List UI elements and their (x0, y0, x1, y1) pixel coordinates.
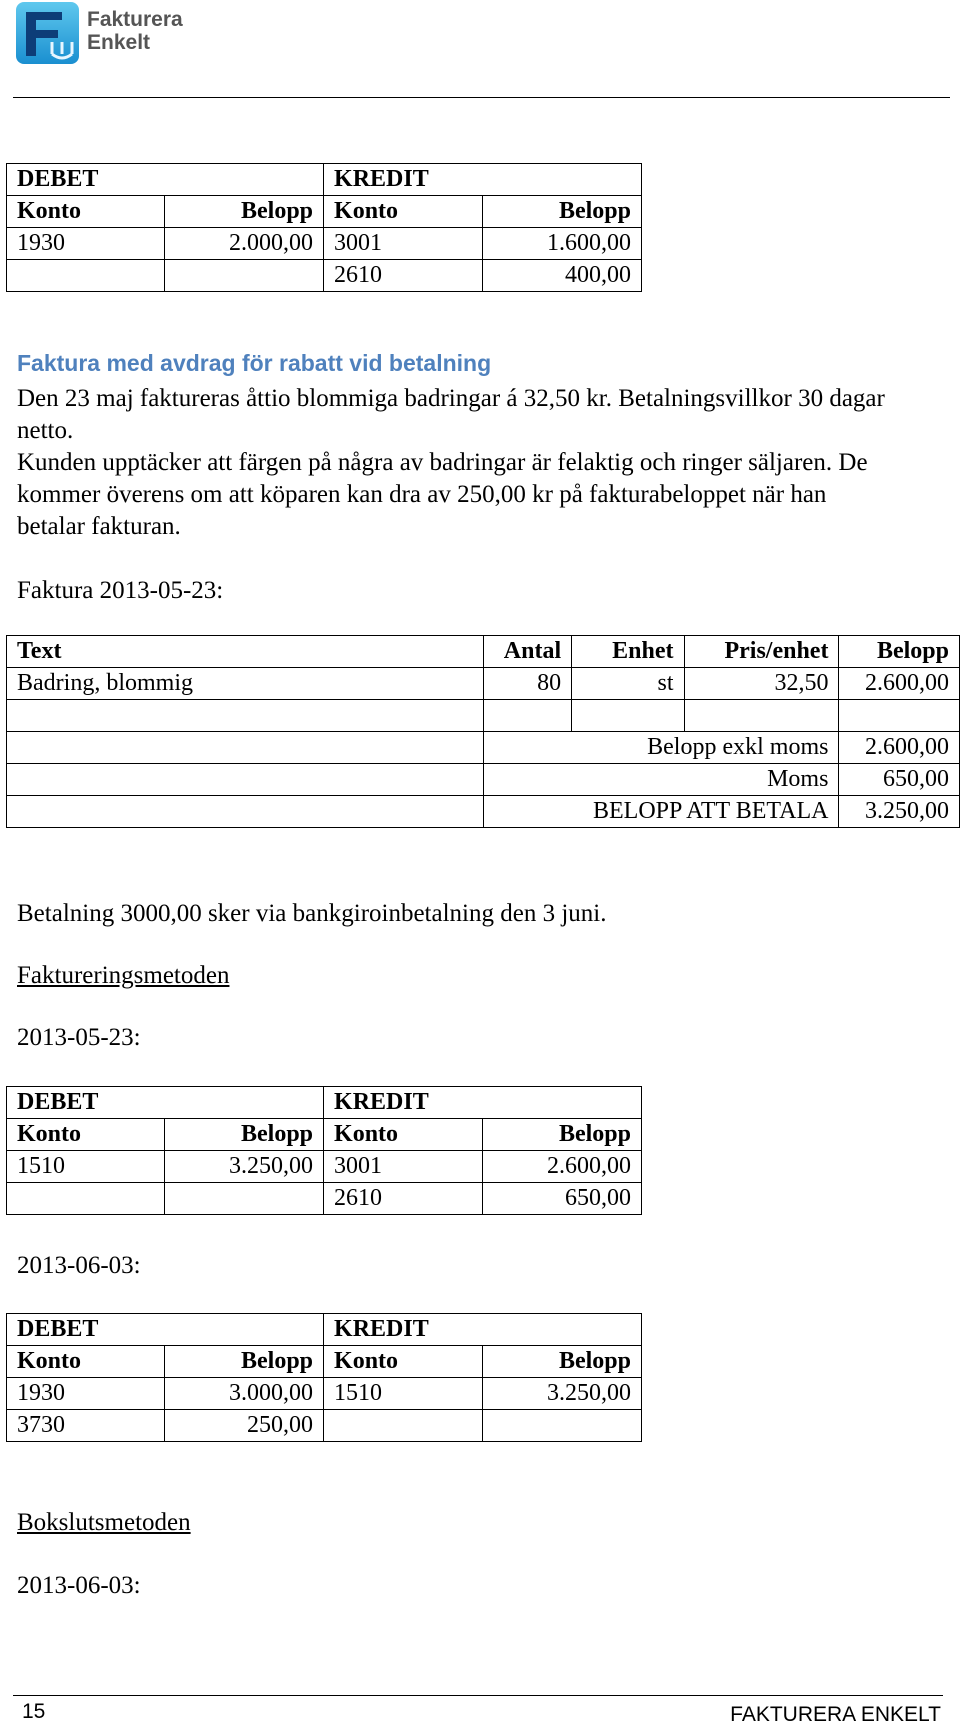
col-belopp: Belopp (839, 636, 960, 668)
ledger-subheader-row (7, 1119, 642, 1151)
ledger-header-row (7, 164, 642, 196)
table-row: Badring, blommig 80 st 32,50 2.600,00 (7, 668, 960, 700)
table-row: 2610 650,00 (7, 1183, 642, 1215)
logo-line1: Fakturera (87, 8, 183, 31)
footer-brand: FAKTURERA ENKELT (730, 1703, 941, 1726)
page-number: 15 (22, 1700, 46, 1723)
table-row: 2610 400,00 (7, 260, 642, 292)
total-value: 650,00 (839, 764, 960, 796)
date-label: 2013-05-23: (17, 1024, 141, 1051)
payment-text: Betalning 3000,00 sker via bankgiroinbetalning den 3 juni. (17, 900, 607, 927)
header-divider (13, 97, 950, 98)
col-belopp: Belopp (165, 196, 324, 228)
col-konto: Konto (7, 1119, 165, 1151)
ledger-subheader-row (7, 196, 642, 228)
col-belopp: Belopp (483, 1119, 642, 1151)
table-row: 3730 250,00 (7, 1410, 642, 1442)
total-label: BELOPP ATT BETALA (484, 796, 839, 828)
col-belopp: Belopp (165, 1119, 324, 1151)
col-konto: Konto (324, 1119, 483, 1151)
totals-row (7, 732, 960, 764)
totals-row (7, 796, 960, 828)
ledger-table-1 (6, 163, 642, 292)
col-pris: Pris/enhet (684, 636, 839, 668)
total-value: 2.600,00 (839, 732, 960, 764)
col-konto: Konto (7, 1346, 165, 1378)
logo-icon (16, 2, 79, 64)
kredit-label: KREDIT (324, 164, 483, 196)
paragraph-1: Den 23 maj faktureras åttio blommiga badringar á 32,50 kr. Betalningsvillkor 30 dagar netto. (17, 385, 885, 444)
total-label: Belopp exkl moms (484, 732, 839, 764)
col-text: Text (7, 636, 484, 668)
invoice-header-row (7, 636, 960, 668)
ledger-table-3 (6, 1313, 642, 1442)
date-label: 2013-06-03: (17, 1252, 141, 1279)
col-konto: Konto (324, 1346, 483, 1378)
col-belopp: Belopp (165, 1346, 324, 1378)
col-antal: Antal (484, 636, 572, 668)
invoice-table (6, 635, 960, 828)
ledger-header-row (7, 1314, 642, 1346)
logo-text (87, 8, 183, 54)
ledger-header-row (7, 1087, 642, 1119)
section-heading: Faktura med avdrag för rabatt vid betalning (17, 350, 492, 376)
table-row: 1930 2.000,00 3001 1.600,00 (7, 228, 642, 260)
method-title: Faktureringsmetoden (17, 962, 230, 989)
table-row: 1930 3.000,00 1510 3.250,00 (7, 1378, 642, 1410)
totals-row (7, 764, 960, 796)
table-row: 1510 3.250,00 3001 2.600,00 (7, 1151, 642, 1183)
table-row (7, 700, 960, 732)
col-enhet: Enhet (572, 636, 684, 668)
footer-divider (13, 1695, 943, 1696)
col-konto: Konto (324, 196, 483, 228)
invoice-label: Faktura 2013-05-23: (17, 577, 224, 604)
debet-label: DEBET (7, 1087, 165, 1119)
col-konto: Konto (7, 196, 165, 228)
logo-line2: Enkelt (87, 31, 151, 54)
kredit-label: KREDIT (324, 1314, 483, 1346)
method-title: Bokslutsmetoden (17, 1509, 191, 1536)
ledger-table-2 (6, 1086, 642, 1215)
total-value: 3.250,00 (839, 796, 960, 828)
date-label: 2013-06-03: (17, 1572, 141, 1599)
kredit-label: KREDIT (324, 1087, 483, 1119)
ledger-subheader-row (7, 1346, 642, 1378)
debet-label: DEBET (7, 164, 165, 196)
paragraph-2: Kunden upptäcker att färgen på några av badringar är felaktig och ringer säljaren. De kommer överens om att köparen kan dra av 250,00 kr på fakturabeloppet när han betalar fakturan. (17, 449, 868, 540)
col-belopp: Belopp (483, 196, 642, 228)
debet-label: DEBET (7, 1314, 165, 1346)
total-label: Moms (484, 764, 839, 796)
col-belopp: Belopp (483, 1346, 642, 1378)
